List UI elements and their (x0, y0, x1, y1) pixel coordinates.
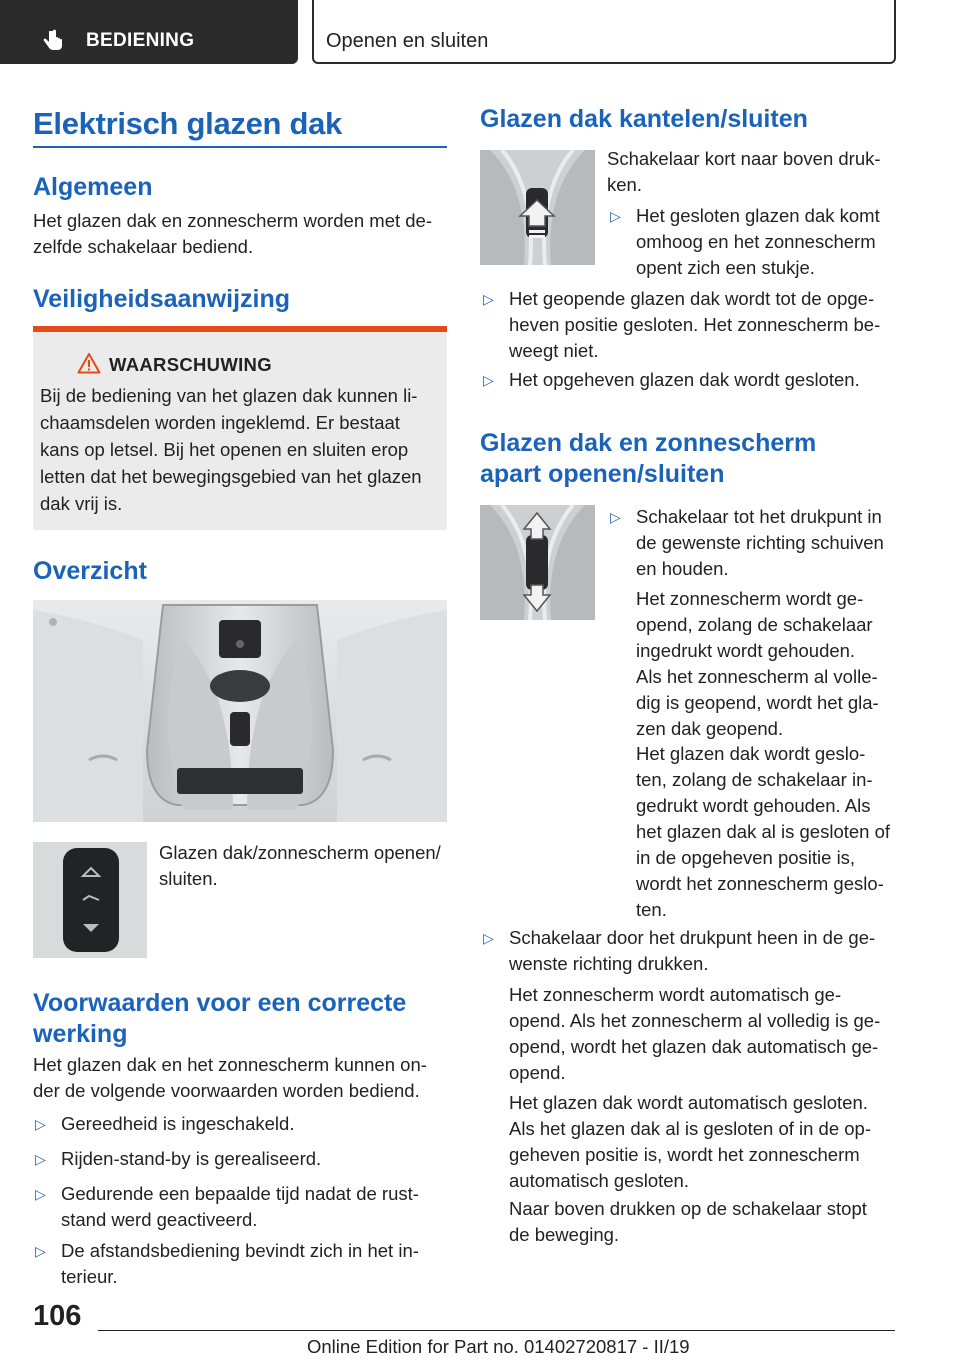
warning-triangle-icon (77, 352, 101, 374)
page-title: Elektrisch glazen dak (33, 106, 342, 141)
page-number: 106 (33, 1300, 82, 1332)
bullet-icon: ▷ (483, 930, 494, 946)
bullet-icon: ▷ (610, 509, 621, 525)
roof-console-image (33, 600, 447, 822)
warning-title: WAARSCHUWING (109, 354, 272, 375)
heading-voorwaarden: Voorwaarden voor een correcte werking (33, 989, 407, 1048)
warning-box (33, 326, 447, 530)
apart-paragraph-3: Het zonnescherm wordt automatisch ge- opend. Als het zonnescherm al volledig is ge- opend, wordt het glazen dak automatisch ge- opend. (509, 984, 881, 1083)
bullet-icon: ▷ (35, 1186, 46, 1202)
list-item: Rijden-stand-by is gerealiseerd. (61, 1148, 322, 1169)
chapter-title: Openen en sluiten (326, 30, 489, 52)
warning-bar (33, 326, 447, 332)
title-rule (33, 146, 447, 148)
switch-closeup-image (33, 842, 147, 958)
algemeen-text: Het glazen dak en zonnescherm worden met de- zelfde schakelaar bediend. (33, 210, 432, 257)
list-item: De afstandsbediening bevindt zich in het in- terieur. (61, 1240, 419, 1287)
list-item: Gereedheid is ingeschakeld. (61, 1113, 295, 1134)
apart-paragraph-1: Het zonnescherm wordt ge- opend, zolang de schakelaar ingedrukt wordt gehouden. Als het zonnescherm al volle- dig is geopend, wordt het gla- zen dak geopend. (636, 588, 879, 739)
list-item: Schakelaar tot het drukpunt in de gewenste richting schuiven en houden. (636, 506, 884, 579)
warning-text: Bij de bediening van het glazen dak kunnen li- chaamsdelen worden ingeklemd. Er bestaat kans op letsel. Bij het openen en sluiten erop letten dat het bewegingsgebied van het glazen dak vrij is. (40, 385, 422, 514)
heading-apart: Glazen dak en zonnescherm apart openen/sluiten (480, 429, 817, 488)
list-item: Het opgeheven glazen dak wordt gesloten. (509, 369, 860, 390)
bullet-icon: ▷ (35, 1243, 46, 1259)
voorwaarden-intro: Het glazen dak en het zonnescherm kunnen on- der de volgende voorwaarden worden bediend. (33, 1054, 427, 1101)
footer-edition: Online Edition for Part no. 01402720817 - II/19 (307, 1336, 690, 1357)
bullet-icon: ▷ (483, 291, 494, 307)
section-label: BEDIENING (86, 30, 195, 51)
hand-pointer-icon (40, 29, 66, 55)
heading-kantelen: Glazen dak kantelen/sluiten (480, 105, 808, 133)
switch-slide-image (480, 505, 595, 620)
heading-overzicht: Overzicht (33, 557, 147, 585)
apart-paragraph-4: Het glazen dak wordt automatisch gesloten. Als het glazen dak al is gesloten of in de op- geheven positie is, wordt het zonnescherm automatisch gesloten. (509, 1092, 872, 1191)
footer-rule (98, 1330, 895, 1331)
switch-tilt-image (480, 150, 595, 265)
list-item: Gedurende een bepaalde tijd nadat de rust- stand werd geactiveerd. (61, 1183, 419, 1230)
bullet-icon: ▷ (35, 1151, 46, 1167)
heading-algemeen: Algemeen (33, 173, 153, 201)
list-item: Schakelaar door het drukpunt heen in de ge- wenste richting drukken. (509, 927, 876, 974)
heading-veiligheid: Veiligheidsaanwijzing (33, 285, 291, 313)
bullet-icon: ▷ (610, 208, 621, 224)
bullet-icon: ▷ (35, 1116, 46, 1132)
switch-caption: Glazen dak/zonnescherm openen/ sluiten. (159, 842, 441, 889)
apart-paragraph-5: Naar boven drukken op de schakelaar stopt de beweging. (509, 1198, 867, 1245)
bullet-icon: ▷ (483, 372, 494, 388)
list-item: Het geopende glazen dak wordt tot de opge- heven positie gesloten. Het zonnescherm be- weegt niet. (509, 288, 881, 361)
apart-paragraph-2: Het glazen dak wordt geslo- ten, zolang de schakelaar in- gedrukt wordt gehouden. Als het glazen dak al is gesloten of in de opgeheven positie is, wordt het zonnescherm geslo- ten. (636, 743, 891, 920)
kantelen-intro: Schakelaar kort naar boven druk- ken. (607, 148, 881, 195)
list-item: Het gesloten glazen dak komt omhoog en het zonnescherm opent zich een stukje. (636, 205, 880, 278)
